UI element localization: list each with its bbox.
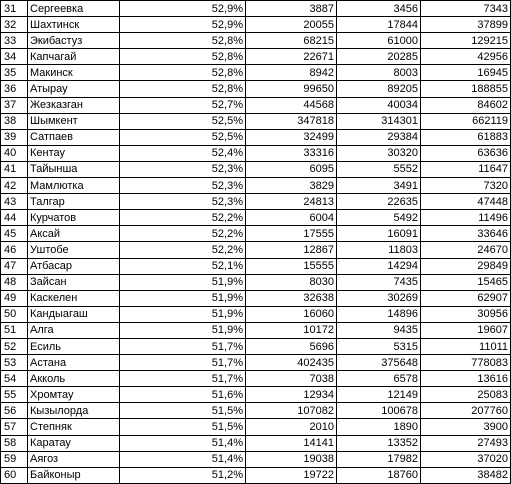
city-name-cell[interactable]: Экибастуз (28, 33, 120, 49)
table-row (1, 178, 511, 194)
row-number-cell[interactable]: 50 (1, 306, 28, 322)
value-a-cell[interactable]: 12867 (246, 242, 337, 258)
value-b-cell[interactable]: 8003 (337, 65, 421, 81)
city-name-cell[interactable]: Каскелен (28, 290, 120, 306)
total-cell[interactable]: 11496 (421, 210, 511, 226)
table-row (1, 258, 511, 274)
value-a-cell[interactable]: 17555 (246, 226, 337, 242)
total-cell[interactable]: 37020 (421, 451, 511, 467)
table-row (1, 274, 511, 290)
value-b-cell[interactable]: 12149 (337, 387, 421, 403)
value-a-cell[interactable]: 6004 (246, 210, 337, 226)
value-b-cell[interactable]: 1890 (337, 419, 421, 435)
value-b-cell[interactable]: 3456 (337, 1, 421, 17)
row-number-cell[interactable]: 37 (1, 97, 28, 113)
value-b-cell[interactable]: 13352 (337, 435, 421, 451)
row-number-cell[interactable]: 48 (1, 274, 28, 290)
city-name-cell[interactable]: Мамлютка (28, 178, 120, 194)
city-name-cell[interactable]: Каратау (28, 435, 120, 451)
row-number-cell[interactable]: 49 (1, 290, 28, 306)
table-row (1, 97, 511, 113)
city-name-cell[interactable]: Атырау (28, 81, 120, 97)
total-cell[interactable]: 24670 (421, 242, 511, 258)
city-name-cell[interactable]: Алга (28, 322, 120, 338)
value-b-cell[interactable]: 40034 (337, 97, 421, 113)
total-cell[interactable]: 27493 (421, 435, 511, 451)
value-b-cell[interactable]: 20285 (337, 49, 421, 65)
total-cell[interactable]: 42956 (421, 49, 511, 65)
value-a-cell[interactable]: 44568 (246, 97, 337, 113)
total-cell[interactable]: 37899 (421, 17, 511, 33)
row-number-cell[interactable]: 45 (1, 226, 28, 242)
value-b-cell[interactable]: 6578 (337, 371, 421, 387)
row-number-cell[interactable]: 52 (1, 338, 28, 354)
percent-cell[interactable]: 52,4% (120, 145, 246, 161)
table-row (1, 49, 511, 65)
city-name-cell[interactable]: Макинск (28, 65, 120, 81)
percent-cell[interactable]: 51,9% (120, 290, 246, 306)
value-a-cell[interactable]: 347818 (246, 113, 337, 129)
value-a-cell[interactable]: 2010 (246, 419, 337, 435)
value-a-cell[interactable]: 12934 (246, 387, 337, 403)
value-a-cell[interactable]: 20055 (246, 17, 337, 33)
value-a-cell[interactable]: 22671 (246, 49, 337, 65)
value-a-cell[interactable]: 3829 (246, 178, 337, 194)
city-name-cell[interactable]: Атбасар (28, 258, 120, 274)
table-row (1, 129, 511, 145)
city-name-cell[interactable]: Байконыр (28, 467, 120, 483)
city-name-cell[interactable]: Сатпаев (28, 129, 120, 145)
table-row (1, 322, 511, 338)
table-row (1, 1, 511, 17)
total-cell[interactable]: 13616 (421, 371, 511, 387)
total-cell[interactable]: 778083 (421, 355, 511, 371)
table-row (1, 242, 511, 258)
table-row (1, 403, 511, 419)
table-row (1, 419, 511, 435)
row-number-cell[interactable]: 53 (1, 355, 28, 371)
percent-cell[interactable]: 52,2% (120, 242, 246, 258)
percent-cell[interactable]: 52,5% (120, 113, 246, 129)
row-number-cell[interactable]: 38 (1, 113, 28, 129)
total-cell[interactable]: 61883 (421, 129, 511, 145)
percent-cell[interactable]: 52,5% (120, 129, 246, 145)
total-cell[interactable]: 11647 (421, 161, 511, 177)
percent-cell[interactable]: 51,7% (120, 338, 246, 354)
city-name-cell[interactable]: Акколь (28, 371, 120, 387)
percent-cell[interactable]: 51,9% (120, 322, 246, 338)
value-b-cell[interactable]: 314301 (337, 113, 421, 129)
city-name-cell[interactable]: Капчагай (28, 49, 120, 65)
percent-cell[interactable]: 51,7% (120, 371, 246, 387)
table-row (1, 145, 511, 161)
value-b-cell[interactable]: 17844 (337, 17, 421, 33)
total-cell[interactable]: 662119 (421, 113, 511, 129)
row-number-cell[interactable]: 54 (1, 371, 28, 387)
value-b-cell[interactable]: 7435 (337, 274, 421, 290)
percent-cell[interactable]: 51,5% (120, 419, 246, 435)
percent-cell[interactable]: 52,7% (120, 97, 246, 113)
value-b-cell[interactable]: 3491 (337, 178, 421, 194)
value-a-cell[interactable]: 68215 (246, 33, 337, 49)
value-b-cell[interactable]: 16091 (337, 226, 421, 242)
total-cell[interactable]: 33646 (421, 226, 511, 242)
value-b-cell[interactable]: 14294 (337, 258, 421, 274)
table-row (1, 65, 511, 81)
city-name-cell[interactable]: Степняк (28, 419, 120, 435)
total-cell[interactable]: 19607 (421, 322, 511, 338)
row-number-cell[interactable]: 40 (1, 145, 28, 161)
value-b-cell[interactable]: 29384 (337, 129, 421, 145)
value-b-cell[interactable]: 5492 (337, 210, 421, 226)
value-a-cell[interactable]: 19038 (246, 451, 337, 467)
table-row (1, 451, 511, 467)
table-row (1, 387, 511, 403)
city-name-cell[interactable]: Аксай (28, 226, 120, 242)
row-number-cell[interactable]: 41 (1, 161, 28, 177)
row-number-cell[interactable]: 44 (1, 210, 28, 226)
percent-cell[interactable]: 51,4% (120, 451, 246, 467)
percent-cell[interactable]: 52,3% (120, 178, 246, 194)
city-name-cell[interactable]: Жезказган (28, 97, 120, 113)
percent-cell[interactable]: 52,9% (120, 17, 246, 33)
value-a-cell[interactable]: 8030 (246, 274, 337, 290)
city-name-cell[interactable]: Кандыагаш (28, 306, 120, 322)
total-cell[interactable]: 63636 (421, 145, 511, 161)
value-b-cell[interactable]: 30269 (337, 290, 421, 306)
value-b-cell[interactable]: 9435 (337, 322, 421, 338)
percent-cell[interactable]: 52,3% (120, 194, 246, 210)
percent-cell[interactable]: 52,8% (120, 81, 246, 97)
value-a-cell[interactable]: 7038 (246, 371, 337, 387)
percent-cell[interactable]: 51,5% (120, 403, 246, 419)
city-name-cell[interactable]: Кентау (28, 145, 120, 161)
value-a-cell[interactable]: 5696 (246, 338, 337, 354)
row-number-cell[interactable]: 46 (1, 242, 28, 258)
value-a-cell[interactable]: 19722 (246, 467, 337, 483)
table-row (1, 306, 511, 322)
value-b-cell[interactable]: 375648 (337, 355, 421, 371)
total-cell[interactable]: 188855 (421, 81, 511, 97)
value-b-cell[interactable]: 17982 (337, 451, 421, 467)
percent-cell[interactable]: 52,2% (120, 210, 246, 226)
value-a-cell[interactable]: 14141 (246, 435, 337, 451)
city-name-cell[interactable]: Шымкент (28, 113, 120, 129)
row-number-cell[interactable]: 39 (1, 129, 28, 145)
table-row (1, 226, 511, 242)
total-cell[interactable]: 38482 (421, 467, 511, 483)
value-b-cell[interactable]: 61000 (337, 33, 421, 49)
row-number-cell[interactable]: 51 (1, 322, 28, 338)
percent-cell[interactable]: 52,2% (120, 226, 246, 242)
total-cell[interactable]: 7343 (421, 1, 511, 17)
table-row (1, 435, 511, 451)
table-row (1, 81, 511, 97)
total-cell[interactable]: 25083 (421, 387, 511, 403)
value-b-cell[interactable]: 11803 (337, 242, 421, 258)
row-number-cell[interactable]: 47 (1, 258, 28, 274)
total-cell[interactable]: 207760 (421, 403, 511, 419)
value-a-cell[interactable]: 107082 (246, 403, 337, 419)
total-cell[interactable]: 7320 (421, 178, 511, 194)
total-cell[interactable]: 84602 (421, 97, 511, 113)
total-cell[interactable]: 30956 (421, 306, 511, 322)
table-row (1, 33, 511, 49)
value-a-cell[interactable]: 3887 (246, 1, 337, 17)
value-b-cell[interactable]: 22635 (337, 194, 421, 210)
table-row (1, 371, 511, 387)
value-a-cell[interactable]: 24813 (246, 194, 337, 210)
city-name-cell[interactable]: Кызылорда (28, 403, 120, 419)
percent-cell[interactable]: 52,8% (120, 49, 246, 65)
percent-cell[interactable]: 52,9% (120, 1, 246, 17)
row-number-cell[interactable]: 32 (1, 17, 28, 33)
table-row (1, 338, 511, 354)
table-row (1, 113, 511, 129)
row-number-cell[interactable]: 34 (1, 49, 28, 65)
row-number-cell[interactable]: 59 (1, 451, 28, 467)
row-number-cell[interactable]: 33 (1, 33, 28, 49)
city-name-cell[interactable]: Сергеевка (28, 1, 120, 17)
value-a-cell[interactable]: 32499 (246, 129, 337, 145)
total-cell[interactable]: 62907 (421, 290, 511, 306)
percent-cell[interactable]: 52,8% (120, 33, 246, 49)
city-name-cell[interactable]: Тайынша (28, 161, 120, 177)
table-row (1, 17, 511, 33)
value-b-cell[interactable]: 30320 (337, 145, 421, 161)
city-name-cell[interactable]: Есиль (28, 338, 120, 354)
city-name-cell[interactable]: Талгар (28, 194, 120, 210)
city-name-cell[interactable]: Астана (28, 355, 120, 371)
row-number-cell[interactable]: 56 (1, 403, 28, 419)
percent-cell[interactable]: 51,6% (120, 387, 246, 403)
total-cell[interactable]: 15465 (421, 274, 511, 290)
percent-cell[interactable]: 52,1% (120, 258, 246, 274)
percent-cell[interactable]: 52,8% (120, 65, 246, 81)
total-cell[interactable]: 11011 (421, 338, 511, 354)
percent-cell[interactable]: 51,7% (120, 355, 246, 371)
value-b-cell[interactable]: 14896 (337, 306, 421, 322)
value-b-cell[interactable]: 5552 (337, 161, 421, 177)
row-number-cell[interactable]: 35 (1, 65, 28, 81)
total-cell[interactable]: 129215 (421, 33, 511, 49)
row-number-cell[interactable]: 57 (1, 419, 28, 435)
city-name-cell[interactable]: Шахтинск (28, 17, 120, 33)
city-name-cell[interactable]: Хромтау (28, 387, 120, 403)
value-a-cell[interactable]: 8942 (246, 65, 337, 81)
table-row (1, 210, 511, 226)
percent-cell[interactable]: 51,9% (120, 306, 246, 322)
value-a-cell[interactable]: 15555 (246, 258, 337, 274)
percent-cell[interactable]: 51,4% (120, 435, 246, 451)
total-cell[interactable]: 3900 (421, 419, 511, 435)
value-b-cell[interactable]: 5315 (337, 338, 421, 354)
row-number-cell[interactable]: 58 (1, 435, 28, 451)
row-number-cell[interactable]: 60 (1, 467, 28, 483)
row-number-cell[interactable]: 36 (1, 81, 28, 97)
value-a-cell[interactable]: 402435 (246, 355, 337, 371)
table-row (1, 290, 511, 306)
row-number-cell[interactable]: 31 (1, 1, 28, 17)
total-cell[interactable]: 29849 (421, 258, 511, 274)
total-cell[interactable]: 47448 (421, 194, 511, 210)
value-a-cell[interactable]: 6095 (246, 161, 337, 177)
value-a-cell[interactable]: 33316 (246, 145, 337, 161)
row-number-cell[interactable]: 43 (1, 194, 28, 210)
city-name-cell[interactable]: Уштобе (28, 242, 120, 258)
value-a-cell[interactable]: 32638 (246, 290, 337, 306)
table-row (1, 467, 511, 483)
value-a-cell[interactable]: 99650 (246, 81, 337, 97)
total-cell[interactable]: 16945 (421, 65, 511, 81)
value-b-cell[interactable]: 89205 (337, 81, 421, 97)
city-name-cell[interactable]: Аягоз (28, 451, 120, 467)
value-a-cell[interactable]: 10172 (246, 322, 337, 338)
table-row (1, 355, 511, 371)
city-name-cell[interactable]: Зайсан (28, 274, 120, 290)
row-number-cell[interactable]: 42 (1, 178, 28, 194)
value-b-cell[interactable]: 100678 (337, 403, 421, 419)
value-a-cell[interactable]: 16060 (246, 306, 337, 322)
percent-cell[interactable]: 51,9% (120, 274, 246, 290)
value-b-cell[interactable]: 18760 (337, 467, 421, 483)
percent-cell[interactable]: 51,2% (120, 467, 246, 483)
row-number-cell[interactable]: 55 (1, 387, 28, 403)
percent-cell[interactable]: 52,3% (120, 161, 246, 177)
table-row (1, 161, 511, 177)
city-name-cell[interactable]: Курчатов (28, 210, 120, 226)
table-row (1, 194, 511, 210)
